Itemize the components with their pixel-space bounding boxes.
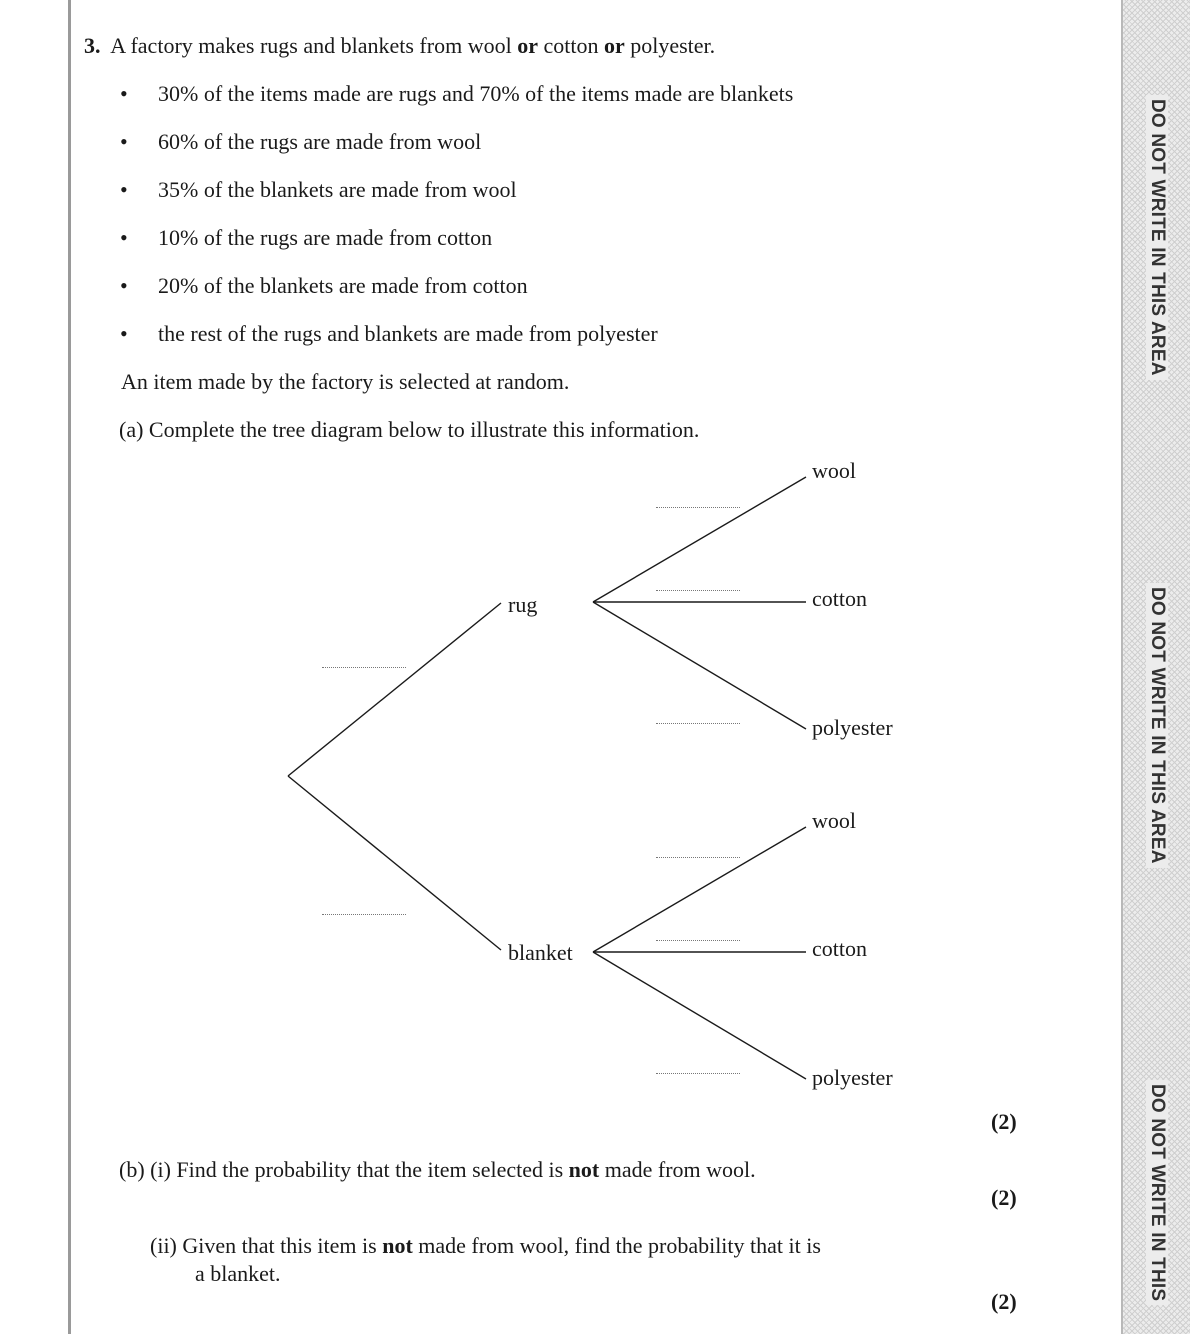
bullet-item: 35% of the blankets are made from wool — [158, 177, 517, 202]
tree-label-blanket-cotton: cotton — [812, 936, 867, 961]
answer-blank-blanket-polyester[interactable] — [656, 1073, 740, 1074]
part-b-ii-marks: (2) — [991, 1289, 1017, 1314]
question-intro: 3. A factory makes rugs and blankets from wool or cotton or polyester. — [84, 33, 716, 58]
tree-label-blanket-wool: wool — [812, 808, 856, 833]
tree-label-rug-polyester: polyester — [812, 715, 893, 740]
part-a-marks: (2) — [991, 1109, 1017, 1134]
answer-blank-blanket-wool[interactable] — [656, 857, 740, 858]
branch-blanket-wool — [593, 827, 806, 952]
tree-label-rug-cotton: cotton — [812, 586, 867, 611]
answer-blank-rug-polyester[interactable] — [656, 723, 740, 724]
tree-label-blanket-polyester: polyester — [812, 1065, 893, 1090]
part-b-ii-question: (ii) Given that this item is not made from wool, find the probability that it is — [150, 1233, 821, 1258]
bullet-item: the rest of the rugs and blankets are made from polyester — [158, 321, 658, 346]
tree-label-rug-wool: wool — [812, 458, 856, 483]
part-a-instruction: (a) Complete the tree diagram below to illustrate this information. — [119, 417, 700, 442]
branch-rug — [288, 603, 501, 776]
branch-blanket — [288, 776, 501, 950]
branch-rug-wool — [593, 477, 806, 602]
bullet-item: 20% of the blankets are made from cotton — [158, 273, 528, 298]
branch-rug-polyester — [593, 602, 806, 729]
tree-label-rug: rug — [508, 592, 538, 617]
bullet-item: 10% of the rugs are made from cotton — [158, 225, 493, 250]
part-b-i-question: (b) (i) Find the probability that the item selected is not made from wool. — [119, 1157, 756, 1182]
question-number: 3. — [84, 33, 101, 58]
bullet-item: 60% of the rugs are made from wool — [158, 129, 482, 154]
answer-blank-rug-cotton[interactable] — [656, 590, 740, 591]
branch-blanket-polyester — [593, 952, 806, 1079]
answer-blank-rug-wool[interactable] — [656, 507, 740, 508]
part-b-ii-question-line2: a blanket. — [195, 1261, 281, 1286]
answer-blank-blanket[interactable] — [322, 914, 406, 915]
bullet-item: 30% of the items made are rugs and 70% of the items made are blankets — [158, 81, 794, 106]
part-b-i-marks: (2) — [991, 1185, 1017, 1210]
random-selection-line: An item made by the factory is selected at random. — [121, 369, 570, 394]
tree-label-blanket: blanket — [508, 940, 573, 965]
answer-blank-rug[interactable] — [322, 667, 406, 668]
answer-blank-blanket-cotton[interactable] — [656, 940, 740, 941]
